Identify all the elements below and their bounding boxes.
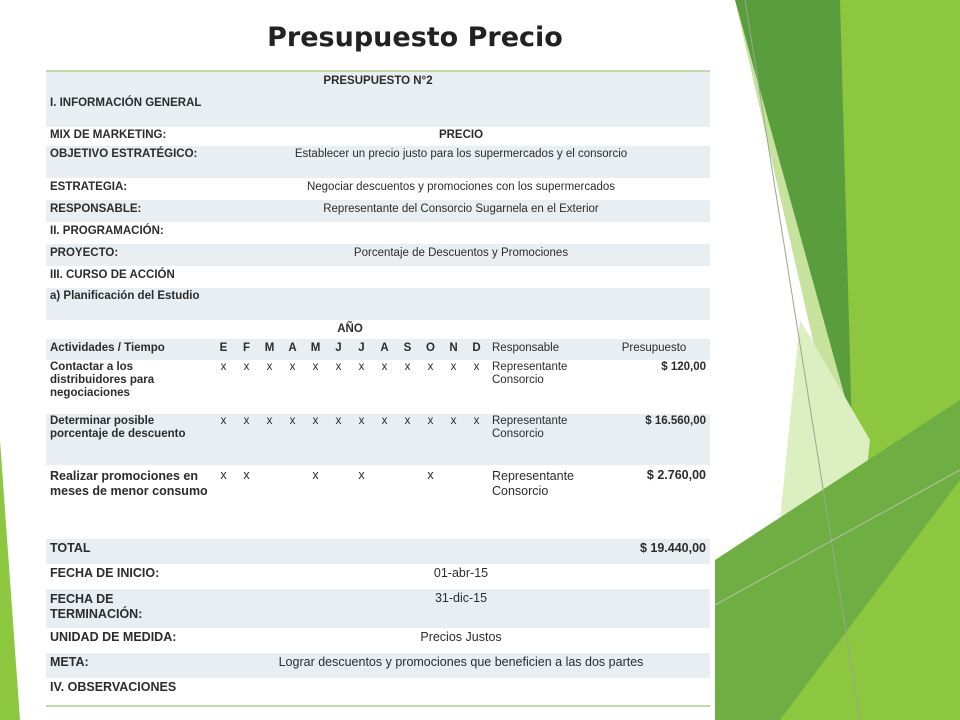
month-header: E <box>212 339 235 360</box>
year-row <box>46 320 710 339</box>
month-mark: x <box>404 361 411 373</box>
general-info-label: I. INFORMACIÓN GENERAL <box>46 95 212 127</box>
goal-label: META: <box>46 653 212 678</box>
month-header: O <box>419 339 442 360</box>
month-mark: x <box>235 414 258 465</box>
month-mark: x <box>243 468 250 482</box>
goal-value: Lograr descuentos y promociones que beneficien a las dos partes <box>212 653 710 678</box>
month-mark: x <box>442 414 465 465</box>
year-label: AÑO <box>337 323 363 335</box>
project-row <box>46 244 710 266</box>
month-mark: x <box>381 361 388 373</box>
month-mark: x <box>450 361 457 373</box>
total-label: TOTAL <box>46 539 212 564</box>
month-mark: x <box>220 468 227 482</box>
responsible-row <box>46 200 710 222</box>
month-mark: x <box>358 361 365 373</box>
month-mark <box>327 465 350 539</box>
month-mark <box>396 465 419 539</box>
month-mark <box>373 465 396 539</box>
month-mark: x <box>419 414 442 465</box>
heading-row <box>46 71 710 95</box>
end-value: 31-dic-15 <box>212 589 710 628</box>
objective-value: Establecer un precio justo para los supermercados y el consorcio <box>212 146 710 178</box>
goal-row <box>46 653 710 678</box>
slide-title: Presupuesto Precio <box>267 22 563 53</box>
planning-row <box>46 288 710 320</box>
columns-header-row <box>46 339 710 360</box>
month-mark: x <box>212 414 235 465</box>
activity-responsible: Representante Consorcio <box>492 469 575 498</box>
programming-label: II. PROGRAMACIÓN: <box>50 225 164 237</box>
activity-name: Determinar posible porcentaje de descuento <box>46 414 212 465</box>
month-mark: x <box>220 361 227 373</box>
budget-header: Presupuesto <box>598 339 710 360</box>
month-header: J <box>350 339 373 360</box>
objective-label: OBJETIVO ESTRATÉGICO: <box>46 146 212 178</box>
month-mark: x <box>304 414 327 465</box>
start-row <box>46 564 710 589</box>
programming-row <box>46 222 710 244</box>
activity-name: Realizar promociones en meses de menor consumo <box>50 469 208 498</box>
activity-name: Contactar a los distribuidores para negociaciones <box>50 361 155 399</box>
mix-row <box>46 127 710 146</box>
general-info-row <box>46 95 710 127</box>
month-header: J <box>327 339 350 360</box>
activity-amount: $ 120,00 <box>661 361 707 373</box>
objective-row <box>46 146 710 178</box>
budget-table <box>46 70 710 707</box>
month-header: F <box>235 339 258 360</box>
activity-row <box>46 465 710 539</box>
planning-label: a) Planificación del Estudio <box>46 288 212 320</box>
unit-label: UNIDAD DE MEDIDA: <box>50 630 177 644</box>
month-header: A <box>373 339 396 360</box>
responsible-value: Representante del Consorcio Sugarnela en el Exterior <box>212 200 710 222</box>
observations-row <box>46 678 710 706</box>
month-mark: x <box>350 414 373 465</box>
month-mark <box>281 465 304 539</box>
month-mark: x <box>281 414 304 465</box>
month-mark: x <box>427 468 434 482</box>
activity-responsible: Representante Consorcio <box>492 361 568 386</box>
strategy-label: ESTRATEGIA: <box>50 181 128 193</box>
month-mark: x <box>327 414 350 465</box>
activity-amount: $ 2.760,00 <box>646 468 707 482</box>
total-row <box>46 539 710 564</box>
mix-label: MIX DE MARKETING: <box>50 129 167 141</box>
strategy-row <box>46 178 710 200</box>
activity-amount: $ 16.560,00 <box>598 414 710 465</box>
month-header: D <box>465 339 488 360</box>
responsible-header: Responsable <box>488 339 598 360</box>
month-mark: x <box>396 414 419 465</box>
month-header: S <box>396 339 419 360</box>
month-mark: x <box>465 414 488 465</box>
month-mark: x <box>312 468 319 482</box>
activity-responsible: Representante Consorcio <box>488 414 598 465</box>
activity-row <box>46 360 710 414</box>
activity-row <box>46 414 710 465</box>
course-row <box>46 266 710 288</box>
start-value: 01-abr-15 <box>433 566 489 580</box>
month-mark: x <box>473 361 480 373</box>
project-label: PROYECTO: <box>46 244 212 266</box>
end-row <box>46 589 710 628</box>
project-value: Porcentaje de Descuentos y Promociones <box>212 244 710 266</box>
month-header: M <box>258 339 281 360</box>
course-label: III. CURSO DE ACCIÓN <box>50 269 175 281</box>
strategy-value: Negociar descuentos y promociones con los supermercados <box>306 181 616 193</box>
activities-header: Actividades / Tiempo <box>46 339 212 360</box>
month-mark <box>442 465 465 539</box>
start-label: FECHA DE INICIO: <box>50 566 160 580</box>
month-mark: x <box>289 361 296 373</box>
month-mark: x <box>427 361 434 373</box>
end-label: FECHA DE TERMINACIÓN: <box>46 589 212 628</box>
month-header: M <box>304 339 327 360</box>
total-value: $ 19.440,00 <box>598 539 710 564</box>
month-mark <box>465 465 488 539</box>
month-mark: x <box>312 361 319 373</box>
month-mark: x <box>335 361 342 373</box>
responsible-label: RESPONSABLE: <box>46 200 212 222</box>
month-mark: x <box>258 414 281 465</box>
month-mark: x <box>373 414 396 465</box>
unit-value: Precios Justos <box>420 630 502 644</box>
left-green-wedge <box>0 440 20 720</box>
month-mark: x <box>358 468 365 482</box>
month-header: A <box>281 339 304 360</box>
budget-heading: PRESUPUESTO N°2 <box>46 71 710 95</box>
mix-value: PRECIO <box>438 129 484 141</box>
unit-row <box>46 628 710 653</box>
month-mark: x <box>266 361 273 373</box>
month-mark <box>258 465 281 539</box>
month-header: N <box>442 339 465 360</box>
observations-label: IV. OBSERVACIONES <box>46 678 212 706</box>
month-mark: x <box>243 361 250 373</box>
